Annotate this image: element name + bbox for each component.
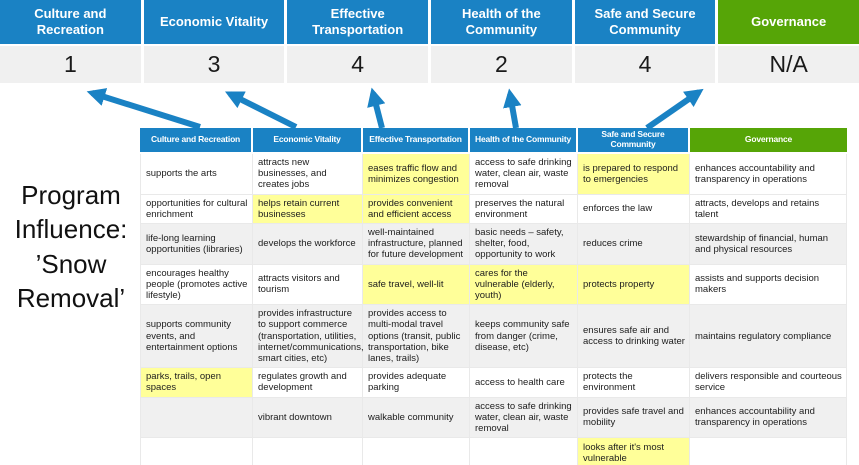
up-arrow-icon — [510, 94, 516, 128]
matrix-cell — [140, 438, 253, 465]
matrix-cell: attracts visitors and tourism — [253, 265, 363, 306]
matrix-row — [140, 368, 847, 397]
matrix-cell: protects property — [578, 265, 690, 306]
matrix-row — [140, 154, 847, 195]
up-arrow-icon — [230, 94, 296, 127]
matrix-row — [140, 438, 847, 465]
matrix-cell: enforces the law — [578, 195, 690, 224]
summary-column-header: Health of the Community — [431, 0, 572, 44]
matrix-cell: provides adequate parking — [363, 368, 470, 397]
influence-matrix-table — [140, 128, 847, 465]
summary-bar — [0, 0, 859, 83]
matrix-cell: stewardship of financial, human and physical resources — [690, 224, 847, 265]
matrix-cell: looks after it's most vulnerable — [578, 438, 690, 465]
summary-score: 3 — [144, 46, 285, 83]
summary-column-header: Culture and Recreation — [0, 0, 141, 44]
matrix-cell: provides convenient and efficient access — [363, 195, 470, 224]
matrix-cell — [140, 398, 253, 439]
matrix-cell: provides access to multi-modal travel options (transit, public transportation, bike lanes, trails) — [363, 305, 470, 368]
summary-column — [0, 0, 141, 83]
matrix-cell: provides safe travel and mobility — [578, 398, 690, 439]
matrix-body — [140, 154, 847, 465]
matrix-row — [140, 265, 847, 306]
matrix-row — [140, 195, 847, 224]
matrix-cell: basic needs – safety, shelter, food, opportunity to work — [470, 224, 578, 265]
summary-score: 4 — [575, 46, 716, 83]
matrix-cell: eases traffic flow and minimizes congestion — [363, 154, 470, 195]
matrix-cell: opportunities for cultural enrichment — [140, 195, 253, 224]
summary-column — [718, 0, 859, 83]
matrix-cell: delivers responsible and courteous service — [690, 368, 847, 397]
summary-score: 1 — [0, 46, 141, 83]
matrix-header-row — [140, 128, 847, 154]
matrix-header-cell: Culture and Recreation — [140, 128, 253, 154]
summary-column — [575, 0, 716, 83]
summary-column-header: Safe and Secure Community — [575, 0, 716, 44]
summary-score: N/A — [718, 46, 859, 83]
influence-arrows — [0, 84, 859, 130]
program-title: Program Influence: ’Snow Removal’ — [14, 180, 128, 313]
summary-column — [144, 0, 285, 83]
matrix-cell — [253, 438, 363, 465]
matrix-cell: vibrant downtown — [253, 398, 363, 439]
up-arrow-icon — [647, 92, 699, 128]
matrix-row — [140, 224, 847, 265]
summary-column-header: Governance — [718, 0, 859, 44]
matrix-cell: ensures safe air and access to drinking water — [578, 305, 690, 368]
matrix-cell: walkable community — [363, 398, 470, 439]
matrix-row — [140, 398, 847, 439]
matrix-cell: supports community events, and entertainment options — [140, 305, 253, 368]
up-arrow-icon — [92, 93, 200, 127]
summary-column-header: Economic Vitality — [144, 0, 285, 44]
matrix-cell: attracts, develops and retains talent — [690, 195, 847, 224]
matrix-cell: access to health care — [470, 368, 578, 397]
matrix-cell: keeps community safe from danger (crime, disease, etc) — [470, 305, 578, 368]
matrix-cell: access to safe drinking water, clean air, waste removal — [470, 398, 578, 439]
matrix-cell: provides infrastructure to support commerce (transportation, utilities, internet/communications, smart cities, etc) — [253, 305, 363, 368]
matrix-cell: cares for the vulnerable (elderly, youth) — [470, 265, 578, 306]
matrix-cell: safe travel, well-lit — [363, 265, 470, 306]
summary-score: 4 — [287, 46, 428, 83]
matrix-cell — [470, 438, 578, 465]
matrix-cell: attracts new businesses, and creates jobs — [253, 154, 363, 195]
matrix-cell: develops the workforce — [253, 224, 363, 265]
matrix-cell: encourages healthy people (promotes active lifestyle) — [140, 265, 253, 306]
matrix-cell: enhances accountability and transparency in operations — [690, 398, 847, 439]
matrix-header-cell: Economic Vitality — [253, 128, 363, 154]
summary-column — [287, 0, 428, 83]
matrix-cell — [690, 438, 847, 465]
matrix-header-cell: Health of the Community — [470, 128, 578, 154]
matrix-cell: enhances accountability and transparency in operations — [690, 154, 847, 195]
matrix-cell: maintains regulatory compliance — [690, 305, 847, 368]
matrix-header-cell: Effective Transportation — [363, 128, 470, 154]
matrix-cell: regulates growth and development — [253, 368, 363, 397]
matrix-cell: life-long learning opportunities (libraries) — [140, 224, 253, 265]
matrix-cell: supports the arts — [140, 154, 253, 195]
summary-score: 2 — [431, 46, 572, 83]
matrix-cell: parks, trails, open spaces — [140, 368, 253, 397]
matrix-cell: protects the environment — [578, 368, 690, 397]
up-arrow-icon — [373, 93, 382, 128]
summary-column — [431, 0, 572, 83]
matrix-cell: access to safe drinking water, clean air, waste removal — [470, 154, 578, 195]
matrix-cell: reduces crime — [578, 224, 690, 265]
matrix-cell: well-maintained infrastructure, planned for future development — [363, 224, 470, 265]
matrix-row — [140, 305, 847, 368]
matrix-header-cell: Safe and Secure Community — [578, 128, 690, 154]
matrix-cell: assists and supports decision makers — [690, 265, 847, 306]
summary-column-header: Effective Transportation — [287, 0, 428, 44]
matrix-cell — [363, 438, 470, 465]
matrix-cell: preserves the natural environment — [470, 195, 578, 224]
matrix-header-cell: Governance — [690, 128, 847, 154]
matrix-cell: helps retain current businesses — [253, 195, 363, 224]
matrix-cell: is prepared to respond to emergencies — [578, 154, 690, 195]
